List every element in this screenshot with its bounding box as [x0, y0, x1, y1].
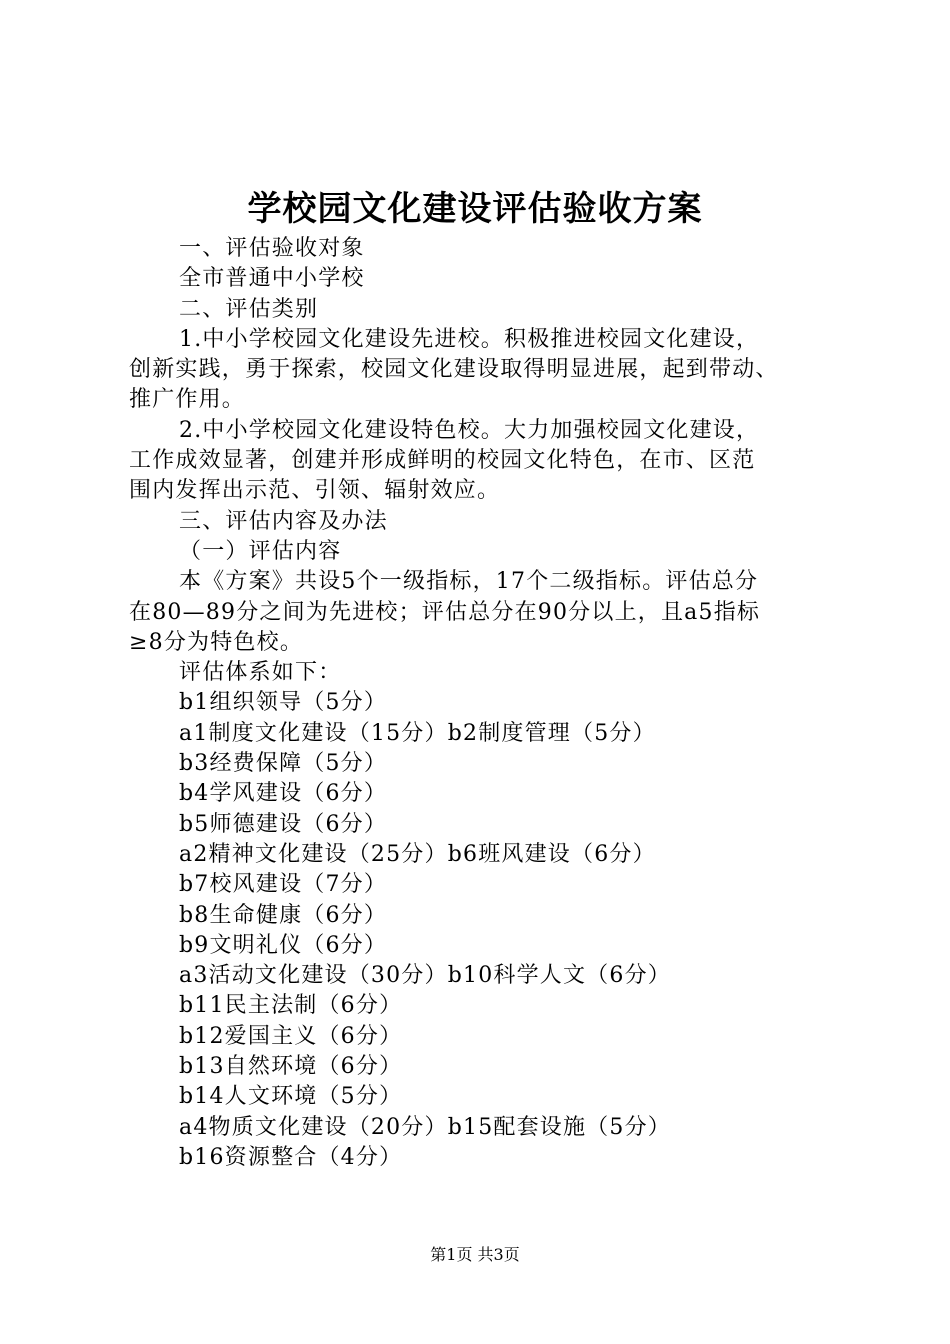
body-line: b12爱国主义（6分） — [179, 1023, 403, 1049]
body-line: b1组织领导（5分） — [179, 690, 388, 716]
body-line: b14人文环境（5分） — [179, 1084, 403, 1110]
body-line: ≥8分为特色校。 — [129, 629, 304, 655]
body-line: b13自然环境（6分） — [179, 1054, 403, 1080]
body-line: 三、评估内容及办法 — [179, 508, 388, 534]
document-body — [129, 234, 829, 1173]
body-line: 推广作用。 — [129, 387, 246, 413]
body-line: 全市普通中小学校 — [179, 266, 365, 292]
page-footer: 第1页 共3页 — [430, 1245, 520, 1264]
body-line: a4物质文化建设（20分）b15配套设施（5分） — [179, 1114, 671, 1140]
body-line: 创新实践，勇于探索，校园文化建设取得明显进展，起到带动、 — [129, 357, 779, 383]
body-line: 本《方案》共设5个一级指标，17个二级指标。评估总分 — [179, 569, 759, 595]
body-line: 工作成效显著，创建并形成鲜明的校园文化特色，在市、区范 — [129, 448, 756, 474]
body-line: a3活动文化建设（30分）b10科学人文（6分） — [179, 963, 671, 989]
body-line: b8生命健康（6分） — [179, 902, 388, 928]
body-line: 围内发挥出示范、引领、辐射效应。 — [129, 478, 501, 504]
body-line: b3经费保障（5分） — [179, 751, 388, 777]
body-line: b11民主法制（6分） — [179, 993, 403, 1019]
document-title: 学校园文化建设评估验收方案 — [247, 189, 703, 229]
body-line: 在80—89分之间为先进校；评估总分在90分以上，且a5指标 — [129, 599, 761, 625]
body-line: b9文明礼仪（6分） — [179, 932, 388, 958]
body-line: 2.中小学校园文化建设特色校。大力加强校园文化建设， — [179, 417, 760, 443]
body-line: b7校风建设（7分） — [179, 872, 388, 898]
body-line: a1制度文化建设（15分）b2制度管理（5分） — [179, 720, 656, 746]
body-line: b4学风建设（6分） — [179, 781, 388, 807]
body-line: （一）评估内容 — [179, 538, 342, 564]
body-line: 评估体系如下： — [179, 660, 342, 686]
body-line: a2精神文化建设（25分）b6班风建设（6分） — [179, 841, 656, 867]
body-line: b16资源整合（4分） — [179, 1144, 403, 1170]
body-line: 1.中小学校园文化建设先进校。积极推进校园文化建设， — [179, 326, 760, 352]
body-line: 二、评估类别 — [179, 296, 319, 322]
body-line: b5师德建设（6分） — [179, 811, 388, 837]
body-line: 一、评估验收对象 — [179, 236, 365, 261]
